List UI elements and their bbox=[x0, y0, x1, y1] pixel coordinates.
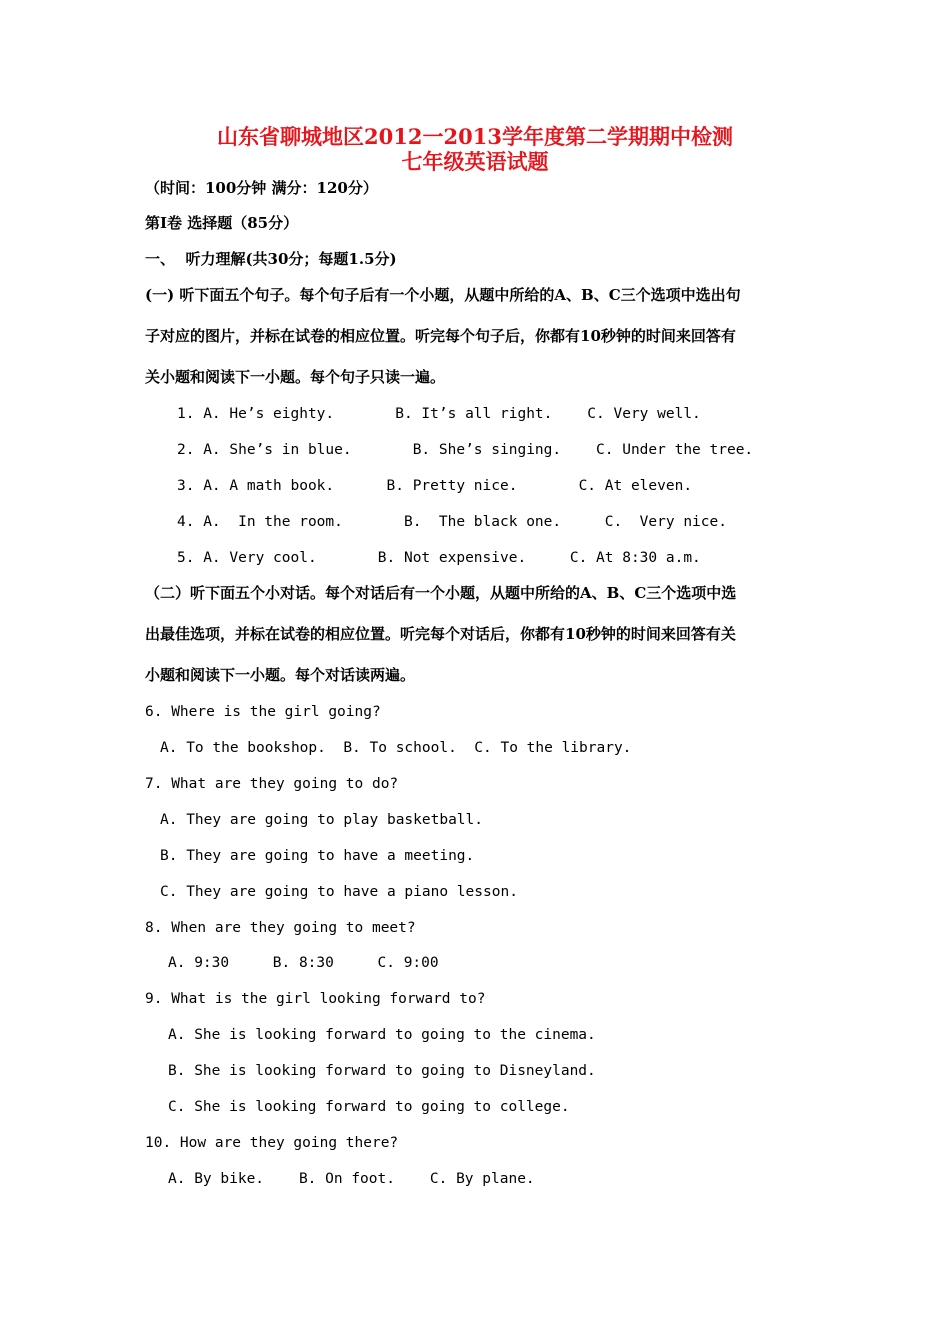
question-9-option-c: C. She is looking forward to going to college. bbox=[168, 1099, 570, 1115]
time-info: （时间：100分钟 满分：120分） bbox=[145, 179, 378, 197]
question-9-option-b: B. She is looking forward to going to Disneyland. bbox=[168, 1063, 596, 1079]
sub1-instruction-2: 子对应的图片，并标在试卷的相应位置。听完每个句子后，你都有10秒钟的时间来回答有 bbox=[145, 327, 736, 345]
question-6: 6. Where is the girl going? bbox=[145, 704, 381, 720]
exam-subtitle: 七年级英语试题 bbox=[401, 149, 549, 174]
question-1: 1. A. He’s eighty. B. It’s all right. C. Very well. bbox=[177, 406, 701, 422]
question-10: 10. How are they going there? bbox=[145, 1135, 399, 1151]
question-8: 8. When are they going to meet? bbox=[145, 920, 416, 936]
part-heading: 第Ⅰ卷 选择题（85分） bbox=[145, 214, 299, 232]
question-3: 3. A. A math book. B. Pretty nice. C. At eleven. bbox=[177, 478, 693, 494]
question-9-option-a: A. She is looking forward to going to the cinema. bbox=[168, 1027, 596, 1043]
sub2-instruction-1: （二）听下面五个小对话。每个对话后有一个小题，从题中所给的A、B、C三个选项中选 bbox=[145, 584, 737, 602]
question-7-option-b: B. They are going to have a meeting. bbox=[160, 848, 475, 864]
question-9: 9. What is the girl looking forward to? bbox=[145, 991, 486, 1007]
question-6-options: A. To the bookshop. B. To school. C. To the library. bbox=[160, 740, 632, 756]
question-10-options: A. By bike. B. On foot. C. By plane. bbox=[168, 1171, 535, 1187]
question-2: 2. A. She’s in blue. B. She’s singing. C. Under the tree. bbox=[177, 442, 754, 458]
question-7-option-a: A. They are going to play basketball. bbox=[160, 812, 484, 828]
sub2-instruction-2: 出最佳选项，并标在试卷的相应位置。听完每个对话后，你都有10秒钟的时间来回答有关 bbox=[145, 625, 736, 643]
question-4: 4. A. In the room. B. The black one. C. Very nice. bbox=[177, 514, 727, 530]
sub1-instruction-1: (一) 听下面五个句子。每个句子后有一个小题，从题中所给的A、B、C三个选项中选出句 bbox=[145, 286, 741, 304]
section-heading: 一、 听力理解(共30分；每题1.5分) bbox=[145, 250, 397, 268]
question-5: 5. A. Very cool. B. Not expensive. C. At 8:30 a.m. bbox=[177, 550, 701, 566]
sub1-instruction-3: 关小题和阅读下一小题。每个句子只读一遍。 bbox=[145, 368, 446, 386]
question-7: 7. What are they going to do? bbox=[145, 776, 399, 792]
sub2-instruction-3: 小题和阅读下一小题。每个对话读两遍。 bbox=[145, 666, 416, 684]
exam-title: 山东省聊城地区2012一2013学年度第二学期期中检测 bbox=[217, 124, 733, 149]
question-7-option-c: C. They are going to have a piano lesson. bbox=[160, 884, 518, 900]
question-8-options: A. 9:30 B. 8:30 C. 9:00 bbox=[168, 955, 439, 971]
